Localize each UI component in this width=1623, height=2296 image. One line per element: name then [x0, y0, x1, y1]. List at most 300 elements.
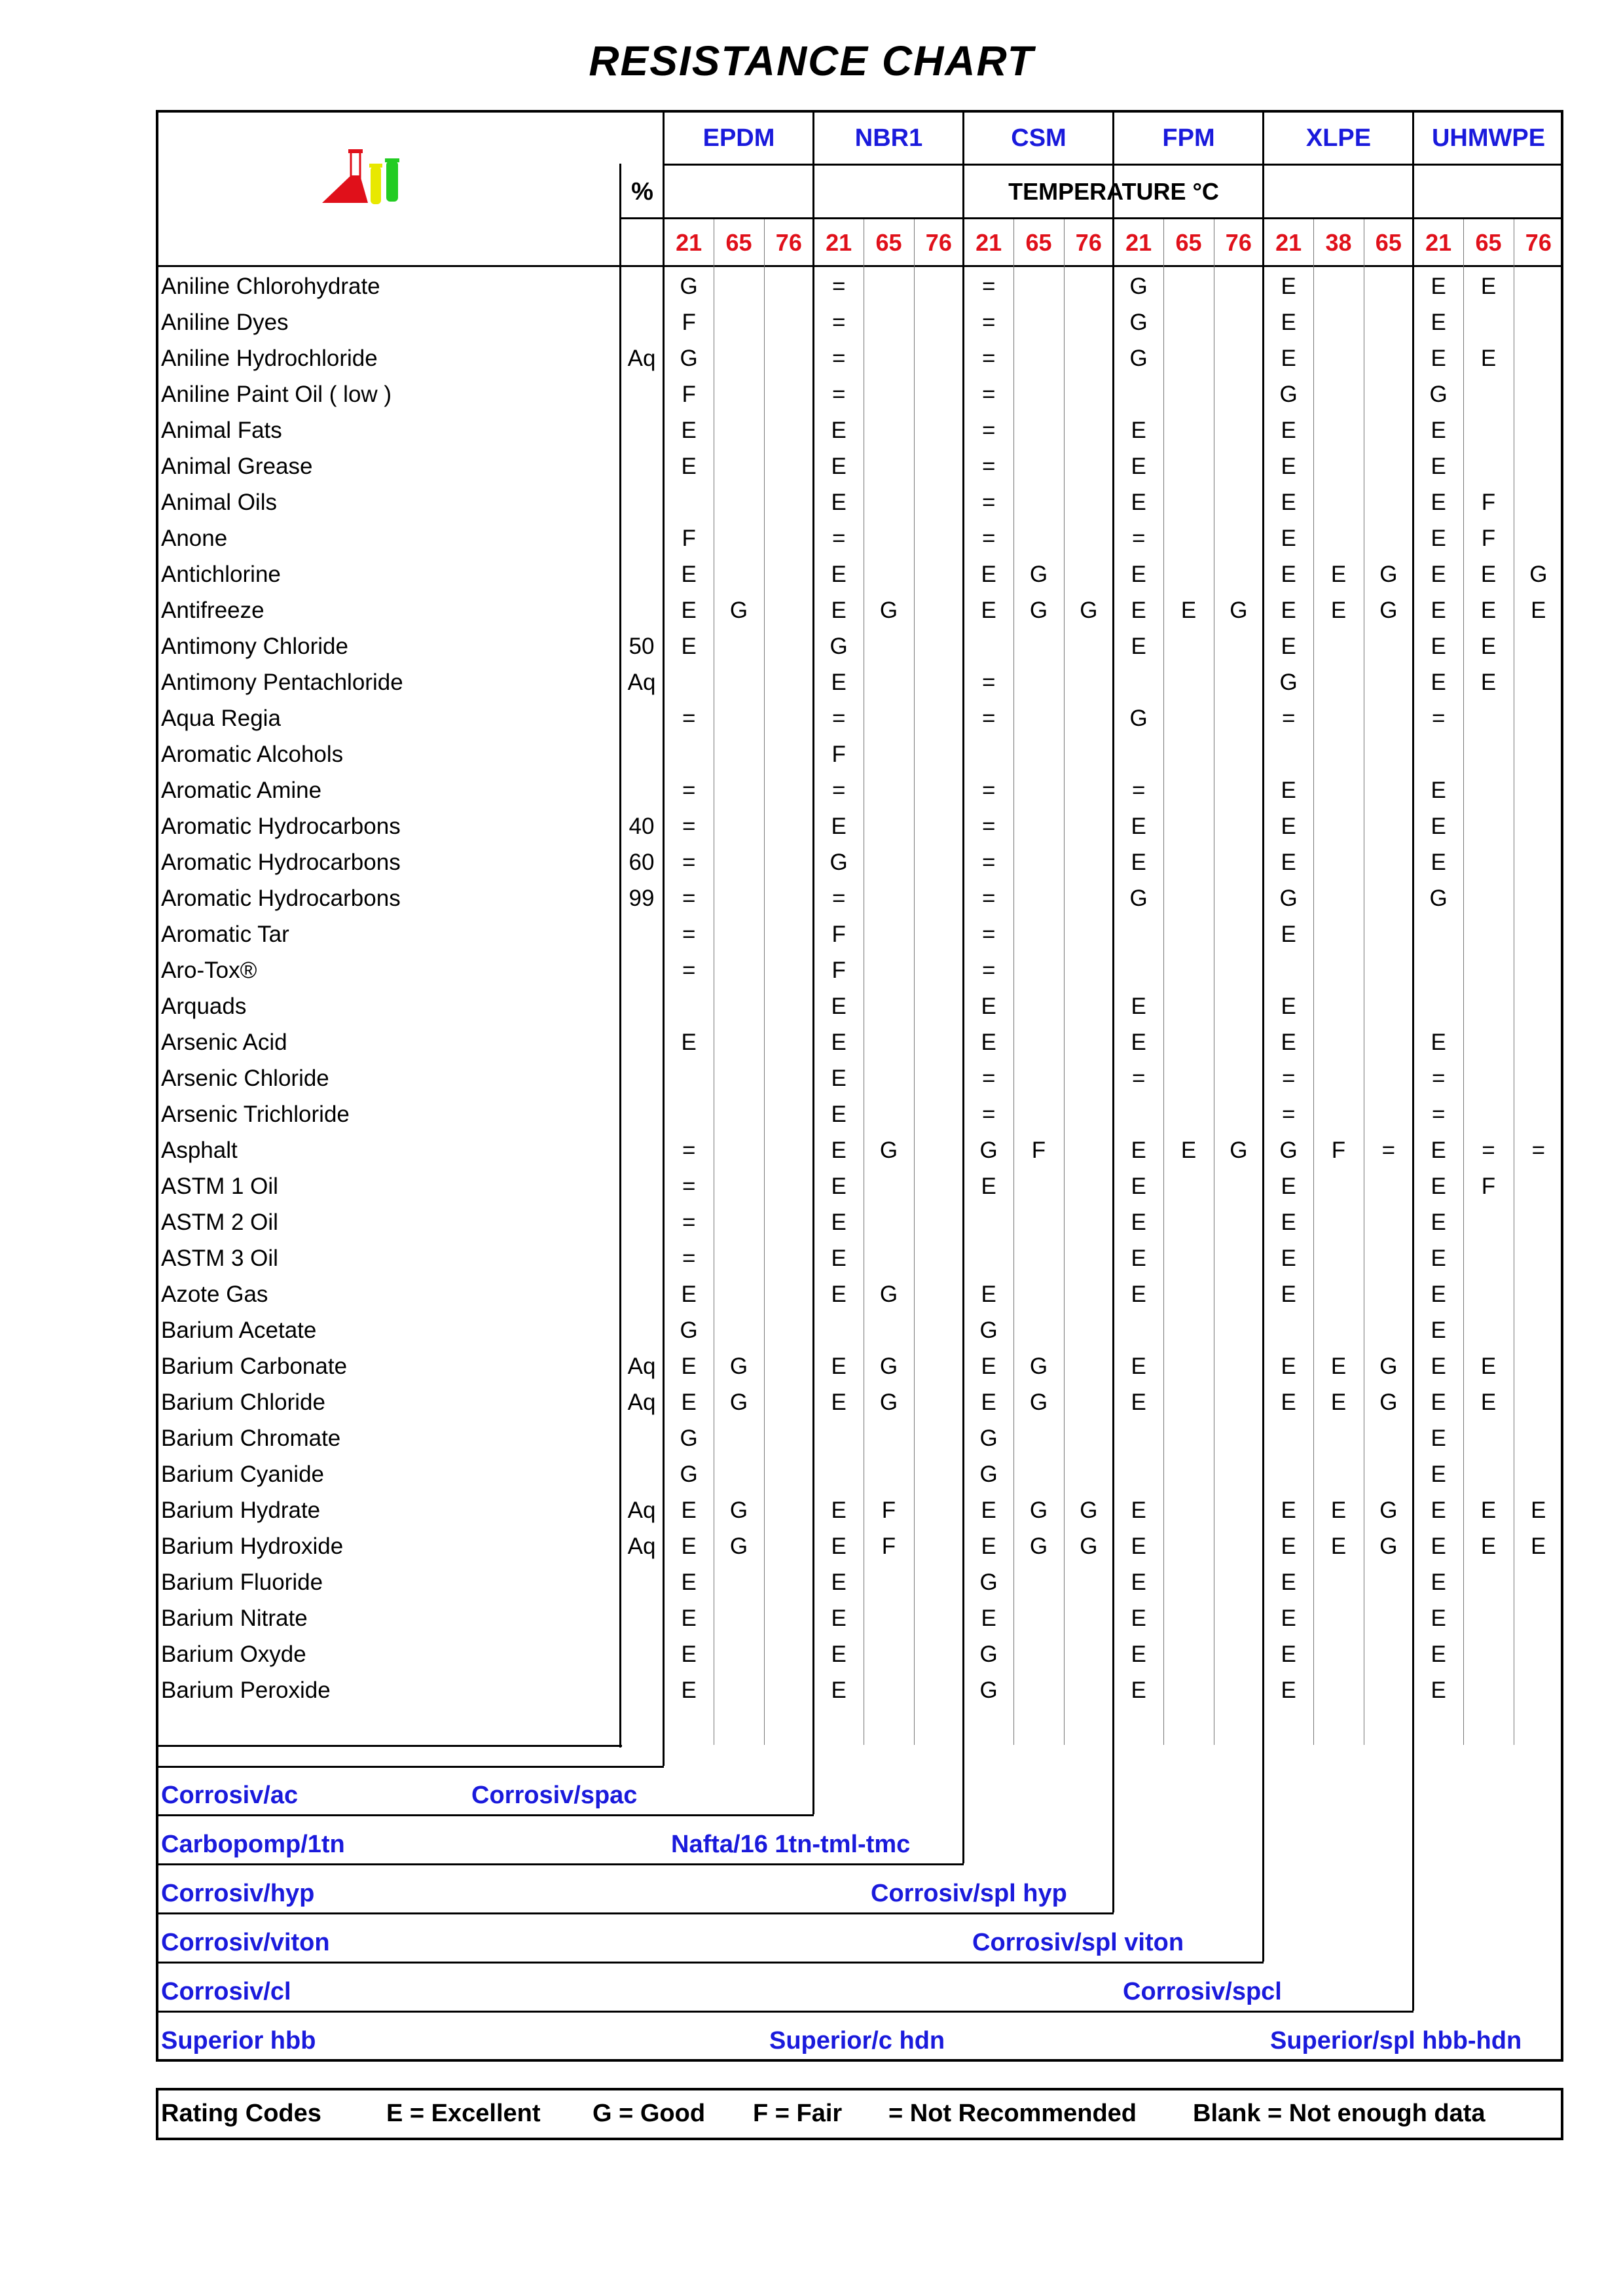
row-name: Barium Oxyde [161, 1641, 306, 1667]
legend-border-right [1561, 2088, 1563, 2140]
rating-cell: G [1279, 670, 1298, 695]
rating-cell: = [682, 1246, 696, 1271]
rating-cell: E [1480, 1354, 1497, 1379]
rating-cell: E [1131, 1282, 1146, 1307]
percent-header: % [631, 178, 653, 206]
rating-cell: E [1431, 1354, 1446, 1379]
material-header-xlpe: XLPE [1305, 124, 1372, 152]
rating-cell: G [1129, 274, 1148, 299]
rating-cell: = [831, 778, 846, 803]
rating-cell: E [1180, 1138, 1197, 1163]
temperature-label: 76 [925, 229, 952, 256]
rating-cell: F [1031, 1138, 1046, 1163]
rating-cell: F [831, 742, 846, 767]
rating-cell: E [1131, 562, 1146, 587]
rating-cell: E [981, 1282, 996, 1307]
row-name: ASTM 2 Oil [161, 1210, 278, 1235]
temperature-label: 76 [1525, 229, 1552, 256]
rating-cell: = [981, 670, 996, 695]
rating-cell: E [1281, 814, 1296, 839]
row-percent: 60 [629, 850, 655, 875]
rating-cell: E [681, 1605, 697, 1631]
rating-cell: G [879, 1282, 898, 1307]
rating-cell: E [1281, 490, 1296, 515]
rating-cell: E [981, 1174, 996, 1199]
temperature-label: 21 [826, 229, 852, 256]
page-title: RESISTANCE CHART [589, 37, 1034, 84]
lab-flasks-icon [319, 147, 405, 219]
rating-cell: E [1131, 850, 1146, 875]
rating-cell: E [831, 1354, 847, 1379]
rating-cell: G [729, 1498, 748, 1523]
header-line [156, 265, 1563, 267]
code-row-line [156, 1814, 814, 1816]
subcolumn-divider [1163, 219, 1164, 1745]
temperature-label: 65 [725, 229, 752, 256]
legend-label: Rating Codes [161, 2100, 321, 2127]
row-name: Aro-Tox® [161, 958, 257, 983]
rating-cell: E [981, 1605, 996, 1631]
row-name: Barium Hydrate [161, 1498, 321, 1523]
rating-cell: E [1431, 1174, 1446, 1199]
temperature-label: 76 [1075, 229, 1102, 256]
table-border-top [156, 110, 1563, 113]
rating-cell: = [981, 850, 996, 875]
rating-cell: E [1431, 310, 1446, 335]
row-name: Anone [161, 526, 228, 551]
code-row-line [156, 1962, 1264, 1964]
rating-cell: E [1131, 1030, 1146, 1055]
rating-cell: = [981, 778, 996, 803]
rating-cell: E [1480, 634, 1497, 659]
rating-cell: E [681, 1677, 697, 1703]
row-name: Antifreeze [161, 598, 264, 623]
rating-cell: E [1131, 1390, 1146, 1415]
rating-cell: E [1131, 418, 1146, 443]
rating-cell: F [881, 1498, 896, 1523]
rating-cell: E [1431, 562, 1446, 587]
rating-cell: E [1531, 1498, 1546, 1523]
rating-cell: G [1029, 598, 1048, 623]
code-row-line [156, 1912, 1114, 1914]
code-left: Superior hbb [161, 2027, 316, 2054]
row-percent: Aq [627, 1498, 656, 1523]
rating-cell: G [1029, 1354, 1048, 1379]
rating-cell: G [1230, 598, 1248, 623]
rating-cell: E [1431, 1210, 1446, 1235]
rating-cell: E [981, 1030, 996, 1055]
rating-cell: F [1481, 490, 1496, 515]
rating-cell: E [1431, 1534, 1446, 1559]
row-name: Antimony Chloride [161, 634, 348, 659]
rating-cell: E [831, 1641, 847, 1667]
code-left: Corrosiv/viton [161, 1929, 330, 1956]
rating-cell: G [1129, 706, 1148, 731]
rating-cell: G [979, 1138, 998, 1163]
rating-cell: E [1281, 418, 1296, 443]
rating-cell: = [682, 1174, 696, 1199]
rating-cell: E [831, 1210, 847, 1235]
rating-cell: E [1531, 1534, 1546, 1559]
row-name: Arsenic Acid [161, 1030, 287, 1055]
rating-cell: E [1431, 454, 1446, 479]
percent-column-divider [619, 164, 621, 1748]
rating-cell: G [1029, 562, 1048, 587]
rating-cell: E [1281, 1174, 1296, 1199]
rating-cell: = [1531, 1138, 1546, 1163]
rating-cell: F [682, 310, 696, 335]
rating-cell: E [1480, 670, 1497, 695]
rating-cell: = [981, 346, 996, 371]
rating-cell: F [1481, 1174, 1496, 1199]
rating-cell: E [1330, 598, 1347, 623]
rating-cell: E [1281, 1390, 1296, 1415]
temperature-label: 65 [1025, 229, 1052, 256]
rating-cell: E [1431, 1246, 1446, 1271]
rating-cell: E [1131, 490, 1146, 515]
row-name: Azote Gas [161, 1282, 268, 1307]
rating-cell: = [682, 814, 696, 839]
row-name: Arsenic Chloride [161, 1066, 329, 1091]
row-name: Aniline Dyes [161, 310, 289, 335]
rating-cell: = [682, 958, 696, 983]
rating-cell: E [1431, 274, 1446, 299]
rows-bottom-line [156, 1745, 622, 1747]
rating-cell: E [1281, 1282, 1296, 1307]
rating-cell: E [1431, 1426, 1446, 1451]
row-percent: 40 [629, 814, 655, 839]
rating-cell: E [1131, 1138, 1146, 1163]
rating-cell: G [1279, 886, 1298, 911]
rating-cell: E [1480, 1498, 1497, 1523]
rating-cell: E [1131, 1210, 1146, 1235]
rating-cell: G [1129, 346, 1148, 371]
material-header-csm: CSM [1011, 124, 1067, 152]
code-middle: Superior/c hdn [769, 2027, 945, 2054]
rating-cell: G [979, 1426, 998, 1451]
rating-cell: E [1431, 1498, 1446, 1523]
rating-cell: = [981, 310, 996, 335]
rating-cell: G [1080, 598, 1098, 623]
rating-cell: E [1281, 1354, 1296, 1379]
legend-border-top [156, 2088, 1563, 2090]
rating-cell: = [831, 274, 846, 299]
rating-cell: = [1281, 706, 1296, 731]
rating-cell: E [1281, 454, 1296, 479]
rating-cell: E [831, 670, 847, 695]
rating-cell: E [1431, 490, 1446, 515]
rating-cell: E [1330, 1534, 1347, 1559]
row-percent: Aq [627, 1534, 656, 1559]
rating-cell: G [729, 1390, 748, 1415]
legend-good: G = Good [593, 2100, 706, 2127]
rating-cell: E [831, 454, 847, 479]
rating-cell: E [831, 562, 847, 587]
rating-cell: E [1281, 778, 1296, 803]
rating-cell: E [1281, 922, 1296, 947]
rating-cell: G [680, 1462, 698, 1487]
rating-cell: = [682, 850, 696, 875]
rating-cell: F [881, 1534, 896, 1559]
rating-cell: G [729, 1534, 748, 1559]
material-header-nbr1: NBR1 [854, 124, 923, 152]
code-right: Corrosiv/spac [471, 1782, 638, 1809]
rating-cell: = [831, 382, 846, 407]
rating-cell: E [831, 1282, 847, 1307]
rating-cell: = [831, 706, 846, 731]
row-name: Barium Cyanide [161, 1462, 324, 1487]
rating-cell: E [1281, 1210, 1296, 1235]
rating-cell: E [1131, 1677, 1146, 1703]
rating-cell: = [981, 274, 996, 299]
code-row-line [156, 2011, 1413, 2013]
rating-cell: = [1131, 1066, 1146, 1091]
rating-cell: E [1330, 1498, 1347, 1523]
rating-cell: E [681, 1390, 697, 1415]
rating-cell: E [1281, 1570, 1296, 1595]
rating-cell: E [1480, 346, 1497, 371]
rating-cell: G [979, 1570, 998, 1595]
rating-cell: E [1431, 418, 1446, 443]
temperature-label: 21 [1125, 229, 1152, 256]
temperature-label: 21 [676, 229, 702, 256]
rating-cell: E [681, 1282, 697, 1307]
row-name: Antichlorine [161, 562, 281, 587]
rating-cell: E [1131, 1498, 1146, 1523]
rating-cell: = [981, 958, 996, 983]
rating-cell: E [681, 634, 697, 659]
rating-cell: G [879, 1138, 898, 1163]
rating-cell: E [1480, 562, 1497, 587]
rating-cell: E [831, 418, 847, 443]
rating-cell: E [1480, 598, 1497, 623]
row-percent: Aq [627, 346, 656, 371]
rating-cell: E [1131, 1605, 1146, 1631]
row-name: Barium Carbonate [161, 1354, 348, 1379]
rating-cell: = [981, 886, 996, 911]
rating-cell: G [979, 1677, 998, 1703]
row-name: Animal Grease [161, 454, 313, 479]
row-percent: 50 [629, 634, 655, 659]
rating-cell: = [831, 310, 846, 335]
table-border-left [156, 110, 158, 2062]
rating-cell: G [1129, 886, 1148, 911]
code-left: Corrosiv/cl [161, 1978, 291, 2005]
rating-cell: E [1431, 1570, 1446, 1595]
rating-cell: E [1131, 598, 1146, 623]
rating-cell: G [1379, 1354, 1398, 1379]
rating-cell: = [981, 814, 996, 839]
rating-cell: E [831, 1390, 847, 1415]
rating-cell: = [981, 418, 996, 443]
rating-cell: E [1281, 1498, 1296, 1523]
rating-cell: G [680, 274, 698, 299]
code-right: Corrosiv/spl hyp [871, 1880, 1067, 1907]
row-percent: Aq [627, 1354, 656, 1379]
rating-cell: E [1431, 1138, 1446, 1163]
rating-cell: G [879, 1354, 898, 1379]
rating-cell: = [981, 382, 996, 407]
rating-cell: E [1431, 634, 1446, 659]
rating-cell: = [981, 526, 996, 551]
rating-cell: G [830, 850, 848, 875]
rating-cell: = [682, 886, 696, 911]
rating-cell: E [1480, 274, 1497, 299]
row-percent: Aq [627, 670, 656, 695]
rating-cell: E [1131, 1641, 1146, 1667]
row-name: Barium Acetate [161, 1318, 317, 1343]
row-name: Barium Hydroxide [161, 1534, 344, 1559]
rating-cell: E [681, 1641, 697, 1667]
rating-cell: G [1529, 562, 1548, 587]
rows-bottom-line [156, 1766, 664, 1768]
code-right: Corrosiv/spl viton [972, 1929, 1184, 1956]
rating-cell: E [1281, 346, 1296, 371]
rating-cell: = [1131, 526, 1146, 551]
rating-cell: F [1481, 526, 1496, 551]
row-name: Aromatic Amine [161, 778, 322, 803]
row-name: Aqua Regia [161, 706, 281, 731]
row-name: Aniline Hydrochloride [161, 346, 378, 371]
rating-cell: E [831, 1102, 847, 1127]
legend-border-bottom [156, 2138, 1563, 2140]
rating-cell: E [1431, 1462, 1446, 1487]
material-header-uhmwpe: UHMWPE [1431, 124, 1546, 152]
rating-cell: = [981, 490, 996, 515]
temperature-label: 21 [976, 229, 1002, 256]
code-row-line [156, 1863, 964, 1865]
rating-cell: E [1131, 1246, 1146, 1271]
rating-cell: E [1131, 454, 1146, 479]
temperature-label: 38 [1325, 229, 1352, 256]
rating-cell: E [831, 1030, 847, 1055]
rating-cell: E [831, 1534, 847, 1559]
rating-cell: E [1480, 1534, 1497, 1559]
rating-cell: = [1281, 1102, 1296, 1127]
row-name: Barium Peroxide [161, 1677, 331, 1703]
row-name: ASTM 3 Oil [161, 1246, 278, 1271]
rating-cell: E [981, 1534, 996, 1559]
row-percent: 99 [629, 886, 655, 911]
rating-cell: = [831, 346, 846, 371]
rating-cell: E [1281, 598, 1296, 623]
code-right: Nafta/16 1tn-tml-tmc [671, 1831, 911, 1858]
rating-cell: E [1431, 778, 1446, 803]
rating-cell: E [1131, 994, 1146, 1019]
row-name: Animal Oils [161, 490, 277, 515]
row-name: Barium Nitrate [161, 1605, 308, 1631]
row-name: Asphalt [161, 1138, 238, 1163]
rating-cell: G [1429, 886, 1448, 911]
rating-cell: E [681, 418, 697, 443]
rating-cell: = [981, 454, 996, 479]
rating-cell: = [682, 1210, 696, 1235]
row-name: Aromatic Hydrocarbons [161, 814, 401, 839]
legend-excellent: E = Excellent [386, 2100, 541, 2127]
rating-cell: = [682, 706, 696, 731]
code-left: Corrosiv/hyp [161, 1880, 315, 1907]
table-border-right [1561, 110, 1563, 2062]
rating-cell: E [1330, 1354, 1347, 1379]
rating-cell: E [1281, 1534, 1296, 1559]
rating-cell: = [682, 922, 696, 947]
legend-border-left [156, 2088, 158, 2140]
rating-cell: E [981, 562, 996, 587]
rating-cell: E [831, 1605, 847, 1631]
rating-cell: = [831, 886, 846, 911]
rating-cell: E [1281, 1246, 1296, 1271]
rating-cell: E [1431, 1677, 1446, 1703]
temperature-label: 65 [1175, 229, 1202, 256]
row-name: Arquads [161, 994, 247, 1019]
code-right: Superior/spl hbb-hdn [1270, 2027, 1522, 2054]
rating-cell: E [681, 562, 697, 587]
rating-cell: E [831, 1570, 847, 1595]
header-line [621, 217, 1563, 219]
rating-cell: G [729, 1354, 748, 1379]
rating-cell: E [1281, 526, 1296, 551]
rating-cell: E [981, 1354, 996, 1379]
rating-cell: = [682, 778, 696, 803]
subcolumn-divider [914, 219, 915, 1745]
rating-cell: F [831, 958, 846, 983]
rating-cell: E [1281, 562, 1296, 587]
rating-cell: E [1431, 346, 1446, 371]
rating-cell: = [682, 1138, 696, 1163]
rating-cell: = [1431, 1066, 1446, 1091]
legend-fair: F = Fair [753, 2100, 843, 2127]
rating-cell: G [1029, 1534, 1048, 1559]
row-name: Aromatic Tar [161, 922, 289, 947]
rating-cell: E [981, 994, 996, 1019]
temperature-label: 65 [1475, 229, 1502, 256]
rating-cell: G [680, 1426, 698, 1451]
material-header-epdm: EPDM [702, 124, 775, 152]
code-right: Corrosiv/spcl [1123, 1978, 1282, 2005]
rating-cell: E [831, 1498, 847, 1523]
rating-cell: E [1131, 634, 1146, 659]
rating-cell: G [979, 1641, 998, 1667]
rating-cell: E [831, 1246, 847, 1271]
rating-cell: G [1279, 1138, 1298, 1163]
temperature-label: 76 [775, 229, 802, 256]
temperature-label: 76 [1225, 229, 1252, 256]
row-name: ASTM 1 Oil [161, 1174, 278, 1199]
rating-cell: E [831, 1066, 847, 1091]
rating-cell: E [1180, 598, 1197, 623]
rating-cell: E [981, 598, 996, 623]
rating-cell: E [1531, 598, 1546, 623]
rating-cell: G [1379, 1534, 1398, 1559]
rating-cell: E [831, 1174, 847, 1199]
rating-cell: E [831, 1677, 847, 1703]
rating-cell: G [830, 634, 848, 659]
rating-cell: E [1131, 1174, 1146, 1199]
rating-cell: E [1131, 1534, 1146, 1559]
rating-cell: G [680, 1318, 698, 1343]
group-divider [962, 110, 964, 1863]
rating-cell: = [981, 1066, 996, 1091]
rating-cell: F [831, 922, 846, 947]
rating-cell: G [879, 598, 898, 623]
rating-cell: E [1431, 598, 1446, 623]
rating-cell: E [1281, 1605, 1296, 1631]
rating-cell: F [682, 526, 696, 551]
code-row-line [156, 2060, 1563, 2062]
rating-cell: F [1331, 1138, 1346, 1163]
row-name: Antimony Pentachloride [161, 670, 403, 695]
rating-cell: E [831, 994, 847, 1019]
